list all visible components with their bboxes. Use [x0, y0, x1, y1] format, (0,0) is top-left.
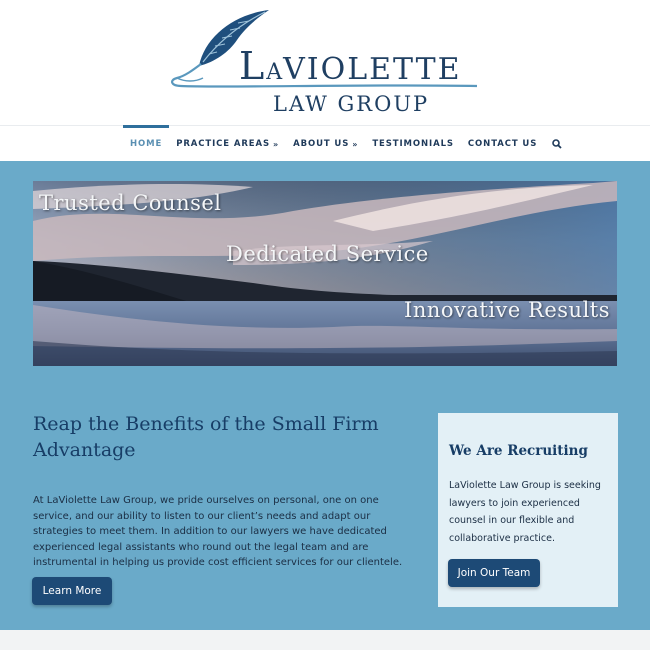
hero-line-trusted-counsel: Trusted Counsel	[39, 191, 222, 215]
chevron-down-icon: »	[273, 139, 280, 149]
nav-item-testimonials[interactable]	[365, 126, 461, 162]
recruiting-heading: We Are Recruiting	[449, 443, 588, 459]
site-header	[0, 0, 650, 125]
join-our-team-button[interactable]: Join Our Team	[448, 559, 540, 587]
search-icon	[552, 139, 562, 149]
chevron-down-icon: »	[352, 139, 359, 149]
hero-line-innovative-results: Innovative Results	[404, 298, 610, 322]
nav-label: TESTIMONIALS	[372, 139, 454, 149]
nav-item-practice-areas[interactable]	[169, 126, 286, 162]
nav-item-contact-us[interactable]	[461, 126, 544, 162]
main-content	[0, 161, 650, 630]
intro-paragraph: At LaViolette Law Group, we pride ourselves on personal, one on one service, and our ability to listen to our client’s needs and adapt our strategies to meet them. In addition to our lawyers we have dedicated experienced legal assistants who round out the legal team and are instrumental in helping us provide cost efficient services for our clientele.	[33, 495, 403, 568]
learn-more-button[interactable]: Learn More	[32, 577, 112, 605]
hero-banner	[33, 181, 617, 366]
main-nav	[0, 125, 650, 161]
nav-label: CONTACT US	[467, 139, 538, 149]
logo-subtitle: LAW GROUP	[273, 92, 430, 116]
logo-letter-a: A	[266, 60, 284, 85]
recruiting-card	[438, 413, 618, 607]
page-footer-strip	[0, 630, 650, 650]
search-button[interactable]	[544, 126, 570, 162]
hero-line-dedicated-service: Dedicated Service	[226, 242, 429, 266]
nav-label: ABOUT US	[293, 139, 350, 149]
nav-label: HOME	[130, 139, 163, 149]
nav-item-home[interactable]	[123, 126, 169, 162]
nav-item-about-us[interactable]	[286, 126, 365, 162]
nav-label: PRACTICE AREAS	[176, 139, 271, 149]
nav-menu	[123, 126, 570, 162]
intro-heading: Reap the Benefits of the Small Firm Advantage	[33, 413, 379, 461]
logo-wordmark	[239, 44, 462, 88]
recruiting-text: LaViolette Law Group is seeking lawyers to join experienced counsel in our flexible and collaborative practice.	[449, 480, 601, 544]
site-logo[interactable]	[165, 6, 485, 118]
logo-wordmark-rest: VIOLETTE	[283, 52, 462, 87]
logo-letter-l: L	[239, 44, 267, 88]
